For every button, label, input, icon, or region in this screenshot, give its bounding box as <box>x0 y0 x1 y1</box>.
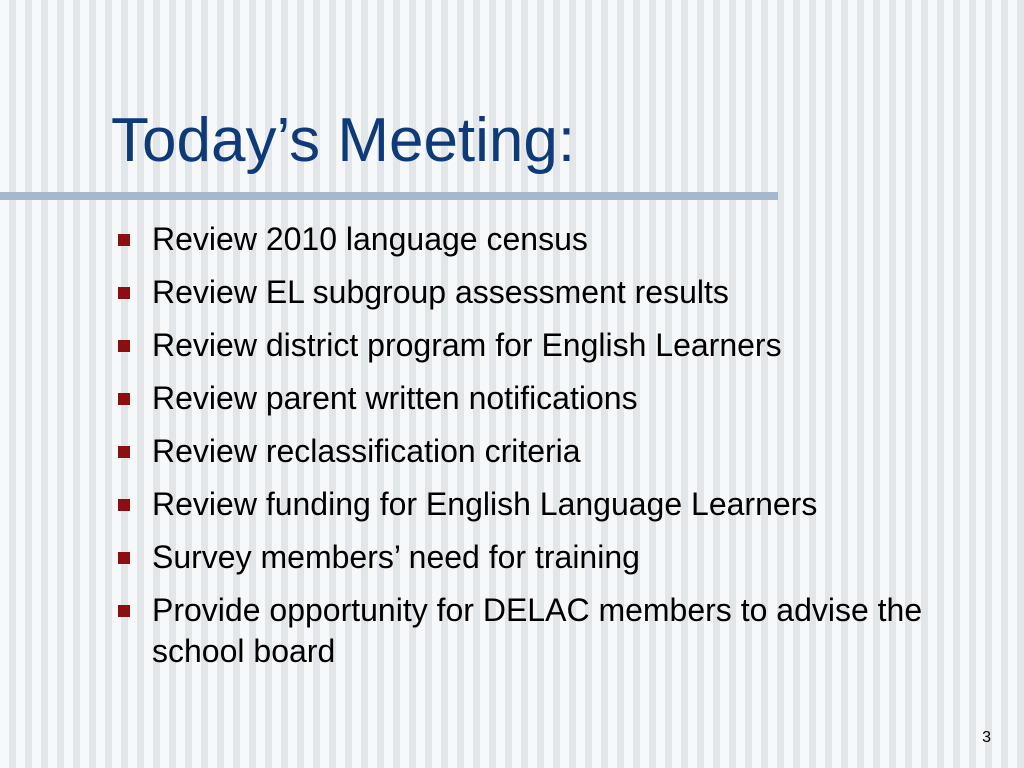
agenda-item <box>114 325 1004 366</box>
slide-title: Today’s Meeting: <box>111 106 576 175</box>
agenda-item-text: Review EL subgroup assessment results <box>152 274 729 310</box>
agenda-item-text: Provide opportunity for DELAC members to advise the school board <box>152 592 923 669</box>
square-bullet-icon <box>118 605 130 617</box>
square-bullet-icon <box>118 446 130 458</box>
agenda-item-text: Review funding for English Language Learners <box>152 486 818 522</box>
agenda-item-text: Review 2010 language census <box>152 221 588 257</box>
agenda-item-text: Review reclassification criteria <box>152 433 581 469</box>
agenda-item <box>114 378 1004 419</box>
agenda-item <box>114 272 1004 313</box>
square-bullet-icon <box>118 393 130 405</box>
agenda-item-text: Review parent written notifications <box>152 380 638 416</box>
square-bullet-icon <box>118 499 130 511</box>
agenda-item <box>114 537 1004 578</box>
agenda-item <box>114 484 1004 525</box>
agenda-item <box>114 590 1004 672</box>
agenda-item-text: Review district program for English Learners <box>152 327 782 363</box>
square-bullet-icon <box>118 234 130 246</box>
agenda-item <box>114 219 1004 260</box>
agenda-list <box>114 219 1004 684</box>
page-number: 3 <box>982 729 991 746</box>
square-bullet-icon <box>118 340 130 352</box>
title-divider <box>0 192 778 200</box>
agenda-item <box>114 431 1004 472</box>
square-bullet-icon <box>118 552 130 564</box>
square-bullet-icon <box>118 287 130 299</box>
agenda-item-text: Survey members’ need for training <box>152 539 640 575</box>
